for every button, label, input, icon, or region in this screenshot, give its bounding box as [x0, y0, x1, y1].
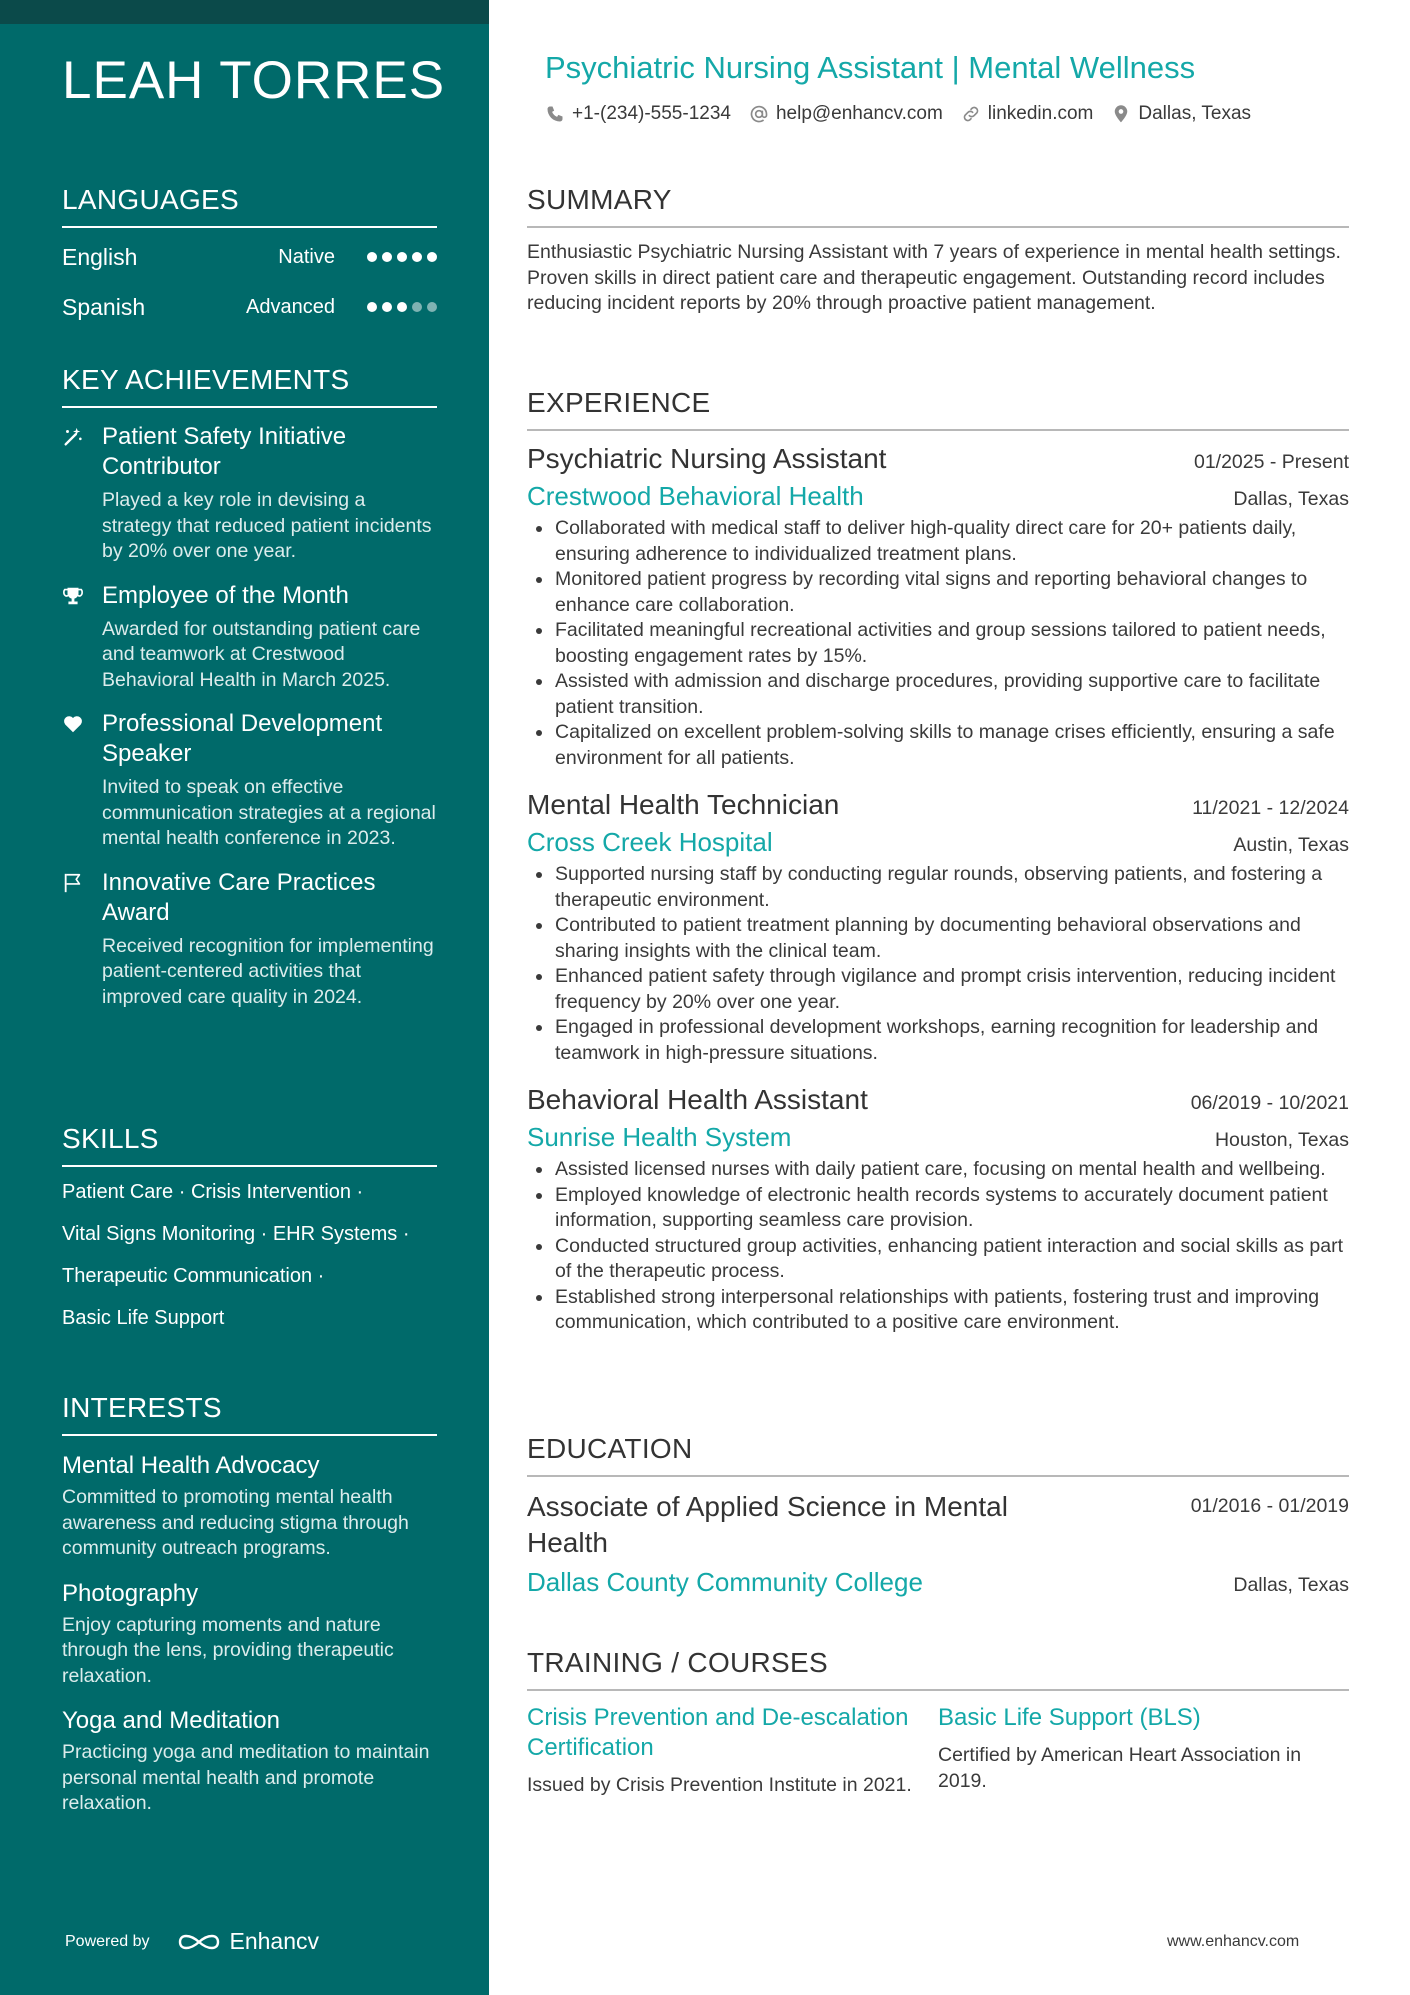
language-item [62, 232, 437, 282]
proficiency-dot [412, 252, 422, 262]
job-bullets [527, 516, 1349, 771]
job-company: Crestwood Behavioral Health [527, 481, 864, 511]
achievements-section [62, 364, 437, 1010]
education-section [527, 1433, 1349, 1598]
candidate-name: LEAH TORRES [62, 51, 446, 110]
powered-by [65, 1928, 319, 1955]
footer-url[interactable]: www.enhancv.com [1167, 1933, 1300, 1950]
degree-title: Associate of Applied Science in Mental Health [527, 1491, 1008, 1558]
job-title: Behavioral Health Assistant [527, 1084, 868, 1115]
skills-section [62, 1123, 437, 1339]
language-name: English [62, 243, 138, 270]
job-bullet: Supported nursing staff by conducting regular rounds, observing patients, and fostering a therapeutic environment. [527, 862, 1349, 913]
linkedin-text: linkedin.com [987, 103, 1094, 124]
course-item [527, 1703, 938, 1799]
language-proficiency-dots [367, 252, 437, 262]
contact-linkedin[interactable] [961, 103, 1094, 125]
interest-title: Mental Health Advocacy [62, 1452, 320, 1479]
job-bullet: Employed knowledge of electronic health records systems to accurately document patient information, supporting seamless care provision. [527, 1183, 1349, 1234]
achievement-title: Innovative Care Practices Award [102, 868, 376, 926]
language-level: Native [278, 245, 335, 268]
summary-section [527, 184, 1349, 317]
contact-phone[interactable] [545, 103, 731, 125]
job-bullet: Conducted structured group activities, enhancing patient interaction and social skills as part of the therapeutic process. [527, 1234, 1349, 1285]
trophy-icon [62, 581, 102, 694]
magic-wand-icon [62, 422, 102, 565]
course-description: Certified by American Heart Association in 2019. [938, 1744, 1302, 1792]
flag-icon [62, 868, 102, 1011]
proficiency-dot [367, 302, 377, 312]
job-bullets [527, 862, 1349, 1066]
job-company: Cross Creek Hospital [527, 827, 773, 857]
achievement-description: Played a key role in devising a strategy that reduced patient incidents by 20% over one year. [102, 489, 432, 562]
job-bullet: Assisted with admission and discharge procedures, providing supportive care to facilitate patient transition. [527, 669, 1349, 720]
achievement-title: Professional Development Speaker [102, 710, 383, 767]
interest-description: Practicing yoga and meditation to maintain personal mental health and promote relaxation. [62, 1741, 430, 1814]
proficiency-dot [427, 252, 437, 262]
email-text: help@enhancv.com [775, 103, 943, 124]
at-sign-icon [749, 104, 769, 124]
education-heading: EDUCATION [527, 1433, 1349, 1477]
contact-bar [545, 103, 1251, 125]
phone-icon [545, 104, 565, 124]
job-bullet: Collaborated with medical staff to deliver high-quality direct care for 20+ patients daily, ensuring adherence to individualized treatment plans. [527, 516, 1349, 567]
enhancv-logo[interactable] [176, 1928, 320, 1955]
courses-list [527, 1703, 1349, 1799]
proficiency-dot [382, 252, 392, 262]
contact-location [1111, 103, 1251, 125]
proficiency-dot [382, 302, 392, 312]
education-dates: 01/2016 - 01/2019 [1190, 1495, 1349, 1517]
headline: Psychiatric Nursing Assistant | Mental Wellness [545, 50, 1196, 85]
job-location: Dallas, Texas [1233, 488, 1349, 510]
achievement-item [62, 868, 437, 1011]
language-name: Spanish [62, 293, 146, 320]
job-bullet: Enhanced patient safety through vigilance and prompt crisis intervention, reducing incident frequency by 20% over one year. [527, 964, 1349, 1015]
school-location: Dallas, Texas [1233, 1574, 1349, 1596]
course-title: Crisis Prevention and De-escalation Certification [527, 1704, 909, 1761]
languages-heading: LANGUAGES [62, 184, 437, 228]
job-company: Sunrise Health System [527, 1122, 792, 1152]
education-entry [527, 1489, 1349, 1598]
achievement-title: Employee of the Month [102, 581, 349, 609]
job-title: Mental Health Technician [527, 789, 840, 820]
job-bullets [527, 1157, 1349, 1336]
job-bullet: Engaged in professional development workshops, earning recognition for leadership and teamwork in high-pressure situations. [527, 1015, 1349, 1066]
enhancv-logo-icon [176, 1930, 222, 1954]
location-pin-icon [1111, 104, 1131, 124]
skill-line: Patient Care · Crisis Intervention · [62, 1181, 364, 1203]
skill-line: Vital Signs Monitoring · EHR Systems · [62, 1223, 410, 1245]
skill-line: Basic Life Support [62, 1307, 225, 1329]
language-item [62, 282, 437, 332]
job-location: Austin, Texas [1233, 834, 1349, 856]
interest-item [62, 1705, 437, 1817]
achievement-item [62, 709, 437, 852]
achievement-description: Awarded for outstanding patient care and teamwork at Crestwood Behavioral Health in March 2025. [102, 617, 421, 691]
summary-text: Enthusiastic Psychiatric Nursing Assistant with 7 years of experience in mental health settings. Proven skills in direct patient care and therapeutic engagement. Outstanding record includes reducing incident reports by 20% through proactive patient management. [527, 241, 1341, 314]
languages-section [62, 184, 437, 332]
sidebar [0, 0, 489, 1995]
job-bullet: Established strong interpersonal relationships with patients, fostering trust and improving communication, which contributed to a positive care environment. [527, 1285, 1349, 1336]
job-title: Psychiatric Nursing Assistant [527, 443, 887, 474]
job-bullet: Contributed to patient treatment planning by documenting behavioral observations and sharing insights with the clinical team. [527, 913, 1349, 964]
achievements-heading: KEY ACHIEVEMENTS [62, 364, 437, 408]
achievement-title: Patient Safety Initiative Contributor [102, 423, 347, 480]
location-text: Dallas, Texas [1138, 103, 1252, 124]
interest-item [62, 1450, 437, 1562]
job-dates: 11/2021 - 12/2024 [1192, 797, 1349, 819]
interests-section [62, 1392, 437, 1817]
job-dates: 06/2019 - 10/2021 [1190, 1092, 1349, 1114]
heart-icon [62, 709, 102, 852]
proficiency-dot [367, 252, 377, 262]
job-bullet: Monitored patient progress by recording vital signs and reporting behavioral changes to enhance care collaboration. [527, 567, 1349, 618]
interest-item [62, 1578, 437, 1690]
proficiency-dot [412, 302, 422, 312]
interests-heading: INTERESTS [62, 1392, 437, 1436]
training-heading: TRAINING / COURSES [527, 1647, 1349, 1691]
summary-heading: SUMMARY [527, 184, 1349, 228]
job-bullet: Capitalized on excellent problem-solving skills to manage crises efficiently, ensuring a safe environment for all patients. [527, 720, 1349, 771]
proficiency-dot [427, 302, 437, 312]
interest-title: Yoga and Meditation [62, 1707, 280, 1734]
link-icon [961, 104, 981, 124]
skill-line: Therapeutic Communication · [62, 1265, 325, 1287]
job-entry [527, 789, 1349, 1066]
powered-by-label: Powered by [65, 1932, 150, 1950]
course-title: Basic Life Support (BLS) [938, 1704, 1201, 1731]
skills-heading: SKILLS [62, 1123, 437, 1167]
job-entry [527, 1084, 1349, 1336]
achievement-item [62, 422, 437, 565]
experience-heading: EXPERIENCE [527, 387, 1349, 431]
skills-list [62, 1171, 437, 1339]
interest-description: Committed to promoting mental health awareness and reducing stigma through community outreach programs. [62, 1486, 409, 1559]
job-bullet: Facilitated meaningful recreational activities and group sessions tailored to patient needs, boosting engagement rates by 15%. [527, 618, 1349, 669]
language-proficiency-dots [367, 302, 437, 312]
job-bullet: Assisted licensed nurses with daily patient care, focusing on mental health and wellbeing. [527, 1157, 1349, 1183]
proficiency-dot [397, 252, 407, 262]
course-item [938, 1703, 1349, 1799]
enhancv-brand-name: Enhancv [229, 1928, 320, 1954]
achievement-description: Invited to speak on effective communication strategies at a regional mental health conference in 2023. [102, 776, 436, 849]
proficiency-dot [397, 302, 407, 312]
achievement-description: Received recognition for implementing patient-centered activities that improved care quality in 2024. [102, 934, 434, 1008]
contact-email[interactable] [749, 103, 943, 125]
interest-description: Enjoy capturing moments and nature through the lens, providing therapeutic relaxation. [62, 1613, 394, 1687]
job-dates: 01/2025 - Present [1193, 451, 1349, 473]
job-location: Houston, Texas [1214, 1129, 1349, 1151]
sidebar-top-bar [0, 0, 489, 24]
achievement-item [62, 581, 437, 694]
phone-text: +1-(234)-555-1234 [572, 103, 731, 124]
language-level: Advanced [246, 295, 335, 318]
training-section [527, 1647, 1349, 1799]
interest-title: Photography [62, 1579, 199, 1607]
job-entry [527, 443, 1349, 771]
languages-list [62, 232, 437, 332]
school-name: Dallas County Community College [527, 1567, 923, 1597]
course-description: Issued by Crisis Prevention Institute in 2021. [527, 1774, 912, 1796]
experience-section [527, 387, 1349, 1336]
